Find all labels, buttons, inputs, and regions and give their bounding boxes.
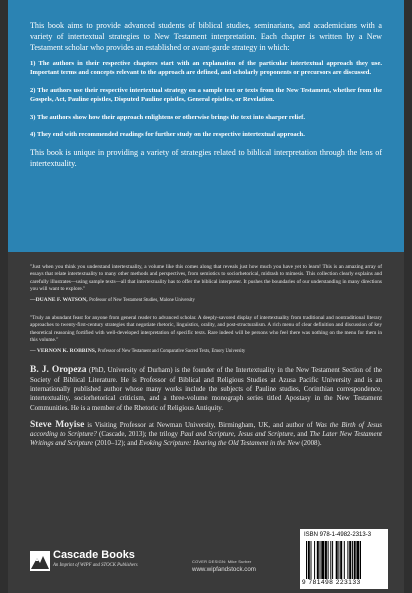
point-1: 1) The authors in their respective chapters start with an explanation of the particular intertextual approach they use. Important terms and concepts relevant to the approach are defined, and scholarly proponents or precursors are discussed. xyxy=(30,60,382,77)
description-text xyxy=(30,20,382,169)
point-4: 4) They end with recommended readings for further study on the respective intertextual approach. xyxy=(30,131,305,139)
cover-credits xyxy=(192,559,256,573)
endorser-name-2: — VERNON K. ROBBINS, xyxy=(30,348,97,355)
author-name-oropeza: B. J. Oropeza xyxy=(30,365,87,376)
author-bio-moyise xyxy=(30,421,382,449)
outro-paragraph: This book is unique in providing a variety of strategies related to biblical interpretation through the lens of intertextuality. xyxy=(30,148,382,169)
bio-text: (2010–12); and xyxy=(92,439,140,448)
mountain-logo-icon xyxy=(30,551,50,571)
publisher-website: www.wipfandstock.com xyxy=(192,566,256,573)
bio-text: (Cascade, 2013); the trilogy xyxy=(96,430,181,439)
publisher-name: Cascade Books xyxy=(53,549,135,561)
cover-footer xyxy=(8,512,404,593)
publisher-logo xyxy=(30,549,140,579)
author-bio-oropeza-text: (PhD, University of Durham) is the founder of the Intertextuality in the New Testament Section of the Society of Biblical Literature. He is Professor of Biblical and Religious Studies at Azusa Pacific University and is an internationally published author whose many works include the subjects of Pauline studies, Corinthian correspondence, intertextuality, sociorhetorical criticism, and a three-volume monograph series titled Apostasy in the New Testament Communities. He is a member of the Rhetoric of Religious Antiquity. xyxy=(30,366,382,412)
point-2: 2) The authors use their respective intertextual strategy on a sample text or texts from the New Testament, whether from the Gospels, Act, Pauline epistles, Disputed Pauline epistles, General epistles, or Revelation. xyxy=(30,86,382,104)
point-3: 3) The authors show how their approach enlightens or otherwise brings the text into sharper relief. xyxy=(30,113,305,121)
endorsements-text xyxy=(30,264,382,457)
author-name-moyise: Steve Moyise xyxy=(30,419,85,430)
bio-text: (2008). xyxy=(299,439,322,448)
endorser-name-1: —DUANE F. WATSON, xyxy=(30,297,88,304)
endorser-affiliation-2: Professor of New Testament and Comparative Sacred Texts, Emory University xyxy=(97,349,246,355)
intro-paragraph: This book aims to provide advanced students of biblical studies, seminarians, and academicians with a variety of intertextual strategies to New Testament interpretation. Each chapter is written by a New Testament scholar who provides an established or avant-garde strategy in which: xyxy=(30,21,382,52)
book-title: The Later New Testament Writings and Scripture xyxy=(30,430,382,448)
endorsement-quote-2: "Truly an abundant feast for anyone from general reader to advanced scholar. A deeply-savored display of intertextuality from traditional and nontraditional literary approaches to twenty-first-century strategies that negotiate rhetoric, linguistics, orality, and post-structuralism. A rich menu of clear definition and discussion of key theoretical reasoning fortified with well-developed interpretation of specific texts. Rare indeed will be persons who feel there was nothing on the menu for them in this volume." xyxy=(30,315,382,344)
description-panel xyxy=(8,0,404,252)
publisher-tagline: An Imprint of WIPF and STOCK Publishers xyxy=(53,563,138,568)
author-bio-oropeza xyxy=(30,366,382,412)
barcode-icon xyxy=(306,541,382,579)
endorsement-attribution-2 xyxy=(30,347,382,356)
book-title: Was the Birth of Jesus according to Scripture? xyxy=(30,420,382,439)
endorser-affiliation-1: Professor of New Testament Studies, Malone University xyxy=(89,298,195,304)
isbn-label: ISBN 978-1-4982-2313-3 xyxy=(304,532,372,538)
book-title: Paul and Scripture, Jesus and Scripture xyxy=(180,430,294,439)
book-title: Evoking Scripture: Hearing the Old Testament in the New xyxy=(139,439,300,448)
endorsement-attribution-1 xyxy=(30,296,382,305)
cover-design-credit: COVER DESIGN: Mike Surber xyxy=(192,559,252,564)
bio-text: , and xyxy=(293,430,310,439)
isbn-barcode xyxy=(300,529,388,589)
endorsement-quote-1: "Just when you think you understand intertextuality, a volume like this comes along that reveals just how much you have yet to learn! This is an amazing array of essays that relate intertextuality to many other methods and perspectives, from semiotics to sociorhetorical, midrash to mimesis. This collection clearly explains and carefully illustrates—using sample texts—all that intertextuality has to offer the biblical interpreter. It pushes the boundaries of our understanding in many directions you will want to explore." xyxy=(30,264,382,292)
barcode-digits: 9 781498 223133 xyxy=(302,579,361,586)
bio-text: is Visiting Professor at Newman University, Birmingham, UK, and author of xyxy=(84,420,316,429)
